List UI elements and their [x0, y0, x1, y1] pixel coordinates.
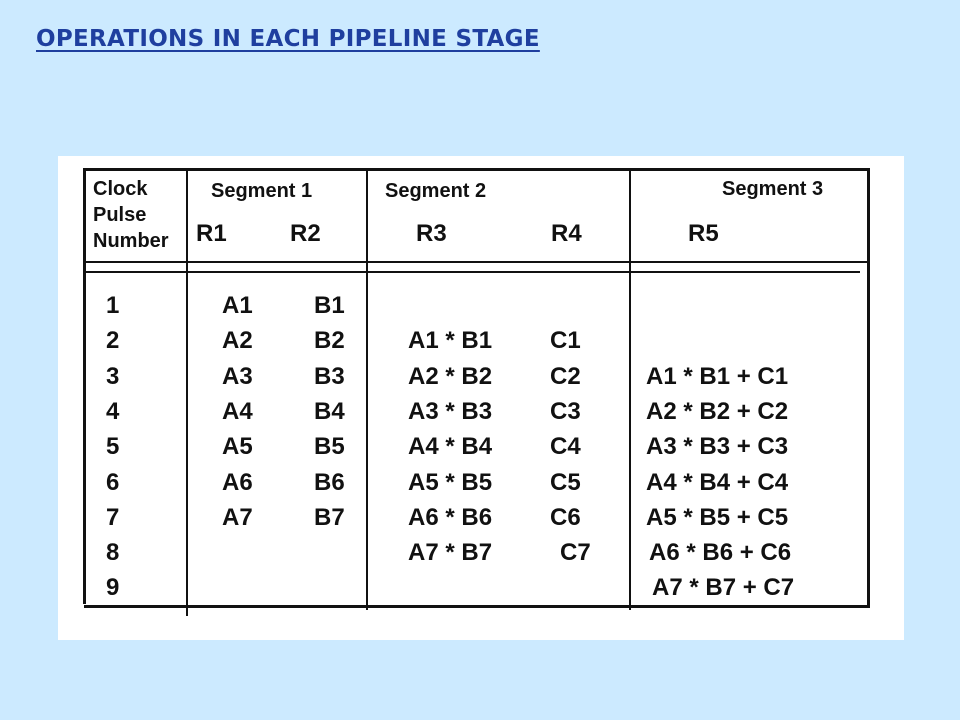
table-border-top — [84, 168, 870, 171]
cell-r1: A1 — [222, 292, 253, 319]
cell-r5: A5 * B5 + C5 — [646, 503, 789, 531]
cell-r4: C7 — [560, 539, 591, 567]
cell-r5: A1 * B1 + C1 — [646, 362, 789, 390]
cell-r2: B4 — [314, 397, 345, 425]
clock-header-line-2: Pulse — [93, 204, 147, 226]
segment-2-header: Segment 2 — [385, 180, 487, 202]
segment-1-header: Segment 1 — [211, 180, 313, 202]
pipeline-table — [58, 156, 904, 640]
slide-title: OPERATIONS IN EACH PIPELINE STAGE — [36, 26, 540, 52]
cell-r2: B3 — [314, 362, 345, 390]
cell-r2: B6 — [314, 468, 345, 496]
cell-r4: C3 — [550, 397, 581, 425]
cell-clock: 9 — [106, 574, 120, 602]
cell-r3: A3 * B3 — [408, 397, 493, 425]
clock-pulse-header — [93, 176, 169, 254]
divider-clock — [186, 170, 188, 616]
table-border-right — [867, 168, 870, 608]
cell-clock: 2 — [106, 327, 120, 355]
cell-r5: A3 * B3 + C3 — [646, 433, 789, 461]
register-r5-header: R5 — [688, 220, 719, 247]
cell-r3: A6 * B6 — [408, 503, 493, 531]
cell-clock: 6 — [106, 468, 120, 496]
cell-clock: 5 — [106, 433, 120, 461]
cell-r4: C2 — [550, 362, 581, 390]
table-border-left — [83, 168, 86, 604]
cell-r3: A7 * B7 — [408, 539, 493, 567]
cell-clock: 4 — [106, 397, 120, 425]
cell-r4: C4 — [550, 433, 581, 461]
cell-r4: C6 — [550, 503, 581, 531]
clock-header-line-3: Number — [93, 230, 169, 252]
cell-r2: B7 — [314, 503, 345, 531]
cell-r1: A5 — [222, 433, 253, 461]
cell-r1: A2 — [222, 327, 253, 355]
cell-r3: A4 * B4 — [408, 433, 493, 461]
cell-r1: A3 — [222, 362, 253, 390]
segment-3-header: Segment 3 — [722, 178, 824, 200]
register-r2-header: R2 — [290, 220, 321, 247]
cell-r1: A7 — [222, 503, 253, 531]
cell-clock: 7 — [106, 503, 120, 531]
register-r3-header: R3 — [416, 220, 447, 247]
register-r4-header: R4 — [551, 220, 582, 247]
cell-clock: 3 — [106, 362, 120, 390]
cell-r1: A4 — [222, 397, 253, 425]
cell-r5: A4 * B4 + C4 — [646, 468, 789, 496]
cell-r5: A2 * B2 + C2 — [646, 397, 789, 425]
divider-segment-3 — [629, 170, 631, 610]
register-r1-header: R1 — [196, 220, 227, 247]
cell-r3: A1 * B1 — [408, 327, 493, 355]
cell-r4: C1 — [550, 327, 581, 355]
cell-clock: 1 — [106, 292, 120, 319]
cell-r3: A2 * B2 — [408, 362, 493, 390]
cell-r2: B5 — [314, 433, 345, 461]
cell-r3: A5 * B5 — [408, 468, 493, 496]
header-rule-2 — [84, 271, 860, 273]
divider-segment-2 — [366, 170, 368, 610]
cell-r2: B2 — [314, 327, 345, 355]
clock-header-line-1: Clock — [93, 178, 148, 200]
cell-r4: C5 — [550, 468, 581, 496]
cell-clock: 8 — [106, 539, 120, 567]
cell-r2: B1 — [314, 292, 345, 319]
table-border-bottom — [84, 605, 870, 608]
cell-r5: A6 * B6 + C6 — [649, 539, 792, 567]
cell-r1: A6 — [222, 468, 253, 496]
cell-r5: A7 * B7 + C7 — [652, 574, 795, 602]
header-rule-1 — [84, 261, 870, 263]
